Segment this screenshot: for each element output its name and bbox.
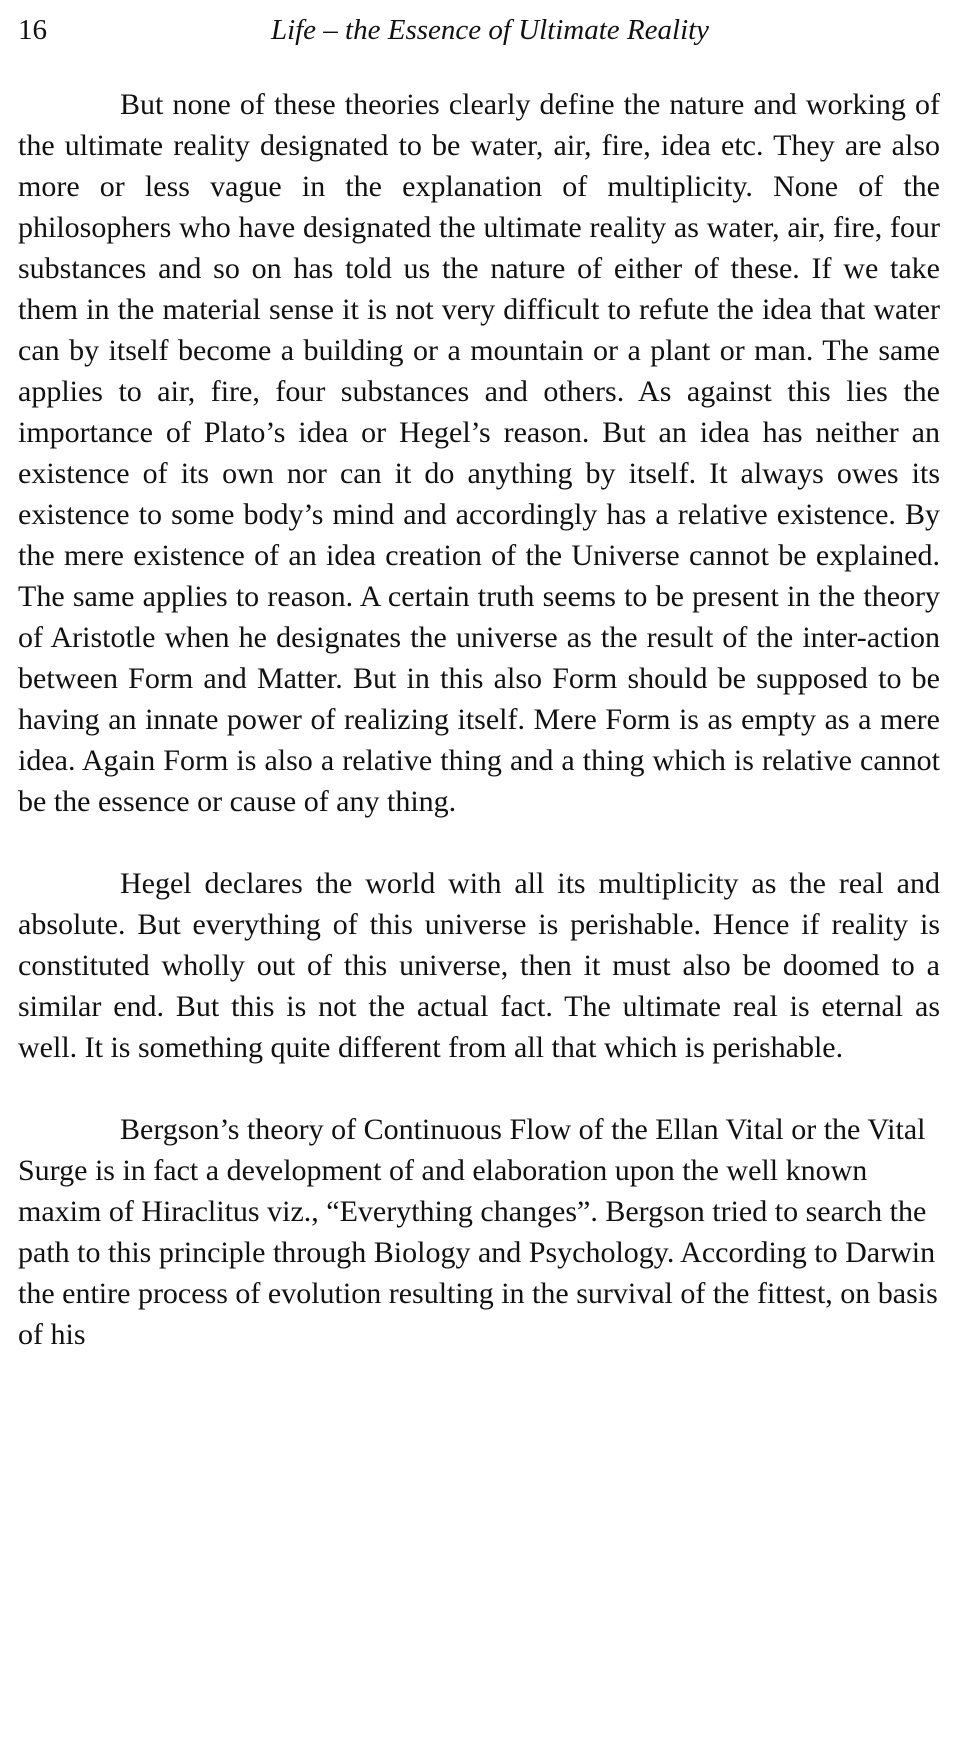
page-number: 16 [18, 14, 47, 46]
paragraph-3: Bergson’s theory of Continuous Flow of the Ellan Vital or the Vital Surge is in fact a development of and elaboration upon the well known maxim of Hiraclitus viz., “Everything changes”. Bergson tried to search the path to this principle through Biology and Psychology. According to Darwin the entire process of evolution resulting in the survival of the fittest, on basis of his [18, 1113, 938, 1351]
body-text [18, 84, 940, 1355]
running-head [18, 10, 942, 50]
running-title: Life – the Essence of Ultimate Reality [270, 14, 710, 46]
paragraph-2: Hegel declares the world with all its multiplicity as the real and absolute. But everything of this universe is perishable. Hence if reality is constituted wholly out of this universe, then it must also be doomed to a similar end. But this is not the actual fact. The ultimate real is eternal as well. It is something quite different from all that which is perishable. [18, 867, 940, 1064]
paragraph-1: But none of these theories clearly define the nature and working of the ultimate reality designated to be water, air, fire, idea etc. They are also more or less vague in the explanation of multiplicity. None of the philosophers who have designated the ultimate reality as water, air, fire, four substances and so on has told us the nature of either of these. If we take them in the material sense it is not very difficult to refute the idea that water can by itself become a building or a mountain or a plant or man. The same applies to air, fire, four substances and others. As against this lies the importance of Plato’s idea or Hegel’s reason. But an idea has neither an existence of its own nor can it do anything by itself. It always owes its existence to some body’s mind and accordingly has a relative existence. By the mere existence of an idea creation of the Universe cannot be explained. The same applies to reason. A certain truth seems to be present in the theory of Aristotle when he designates the universe as the result of the inter-action between Form and Matter. But in this also Form should be supposed to be having an innate power of realizing itself. Mere Form is as empty as a mere idea. Again Form is also a relative thing and a thing which is relative cannot be the essence or cause of any thing. [18, 88, 940, 818]
